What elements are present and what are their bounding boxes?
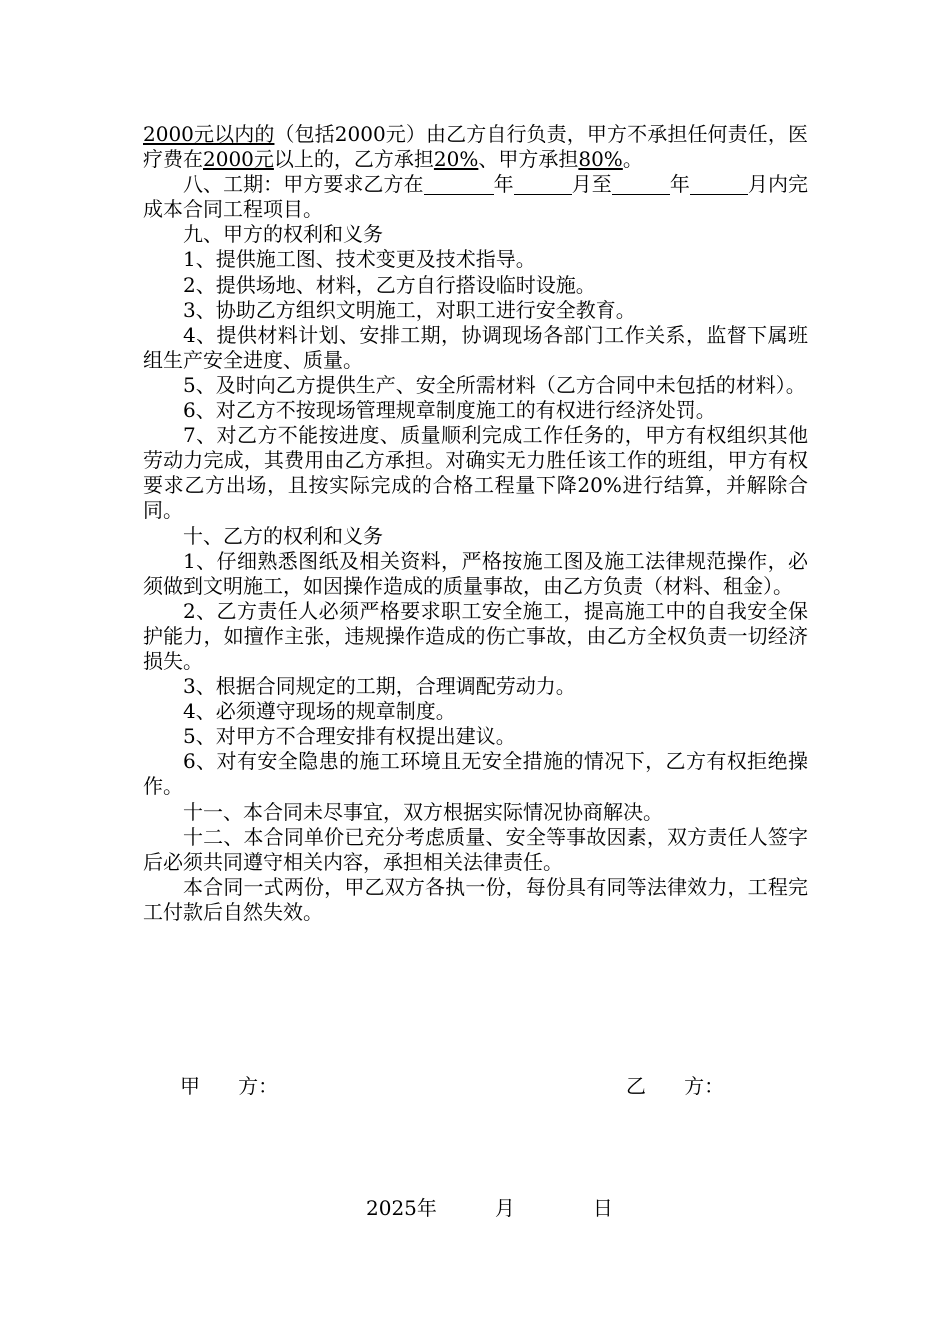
list-item: 6、对乙方不按现场管理规章制度施工的有权进行经济处罚。 — [183, 398, 716, 423]
section-heading: 十、乙方的权利和义务 — [183, 523, 383, 548]
list-item: 2、乙方责任人必须严格要求职工安全施工，提高施工中的自我安全保护能力，如擅作主张，违规操作造成的伤亡事故，由乙方全权负责一切经济损失。 — [143, 598, 808, 673]
medical-cost-paragraph: 2000元以内的（包括2000元）由乙方自行负责，甲方不承担任何责任，医疗费在2000元以上的，乙方承担20%、甲方承担80%。 — [143, 122, 808, 172]
blank-month-end — [690, 174, 748, 195]
section-heading: 九、甲方的权利和义务 — [183, 222, 383, 247]
list-item: 1、仔细熟悉图纸及相关资料，严格按施工图及施工法律规范操作，必须做到文明施工，如因操作造成的质量事故，由乙方负责（材料、租金）。 — [143, 548, 808, 598]
amount-underlined: 2000元 — [203, 147, 274, 172]
percent-underlined: 80% — [578, 147, 623, 172]
date-year: 2025年 — [366, 1196, 437, 1220]
list-item: 6、对有安全隐患的施工环境且无安全措施的情况下，乙方有权拒绝操作。 — [143, 749, 808, 799]
closing-paragraph: 本合同一式两份，甲乙双方各执一份，每份具有同等法律效力，工程完工付款后自然失效。 — [143, 874, 808, 924]
list-item: 1、提供施工图、技术变更及技术指导。 — [183, 247, 536, 272]
date-month: 月 — [494, 1196, 515, 1220]
list-item: 2、提供场地、材料，乙方自行搭设临时设施。 — [183, 272, 596, 297]
contract-body — [143, 122, 808, 925]
blank-month-start — [514, 174, 572, 195]
percent-underlined: 20% — [433, 147, 479, 172]
party-b-signature-label: 乙 方： — [626, 1074, 725, 1098]
list-item: 5、对甲方不合理安排有权提出建议。 — [183, 724, 516, 749]
list-item: 3、协助乙方组织文明施工，对职工进行安全教育。 — [183, 297, 636, 322]
schedule-paragraph: 八、工期：甲方要求乙方在 年 月至 年 月内完成本合同工程项目。 — [143, 172, 809, 222]
party-a-signature-label: 甲 方： — [180, 1074, 279, 1098]
list-item: 7、对乙方不能按进度、质量顺利完成工作任务的，甲方有权组织其他劳动力完成，其费用由乙方承担。对确实无力胜任该工作的班组，甲方有权要求乙方出场，且按实际完成的合格工程量下降20%进行结算，并解除合同。 — [143, 423, 808, 523]
section-paragraph: 十二、本合同单价已充分考虑质量、安全等事故因素，双方责任人签字后必须共同遵守相关内容，承担相关法律责任。 — [143, 824, 808, 874]
list-item: 5、及时向乙方提供生产、安全所需材料（乙方合同中未包括的材料）。 — [183, 372, 806, 397]
blank-year-end — [612, 174, 670, 195]
blank-year-start — [424, 174, 494, 195]
section-paragraph: 十一、本合同未尽事宜，双方根据实际情况协商解决。 — [183, 799, 663, 824]
signing-date — [366, 1192, 613, 1221]
date-day: 日 — [592, 1196, 613, 1220]
list-item: 3、根据合同规定的工期，合理调配劳动力。 — [183, 674, 576, 699]
list-item: 4、必须遵守现场的规章制度。 — [183, 699, 456, 724]
list-item: 4、提供材料计划、安排工期，协调现场各部门工作关系，监督下属班组生产安全进度、质量。 — [143, 322, 808, 372]
amount-underlined: 2000元以内的 — [143, 122, 275, 146]
